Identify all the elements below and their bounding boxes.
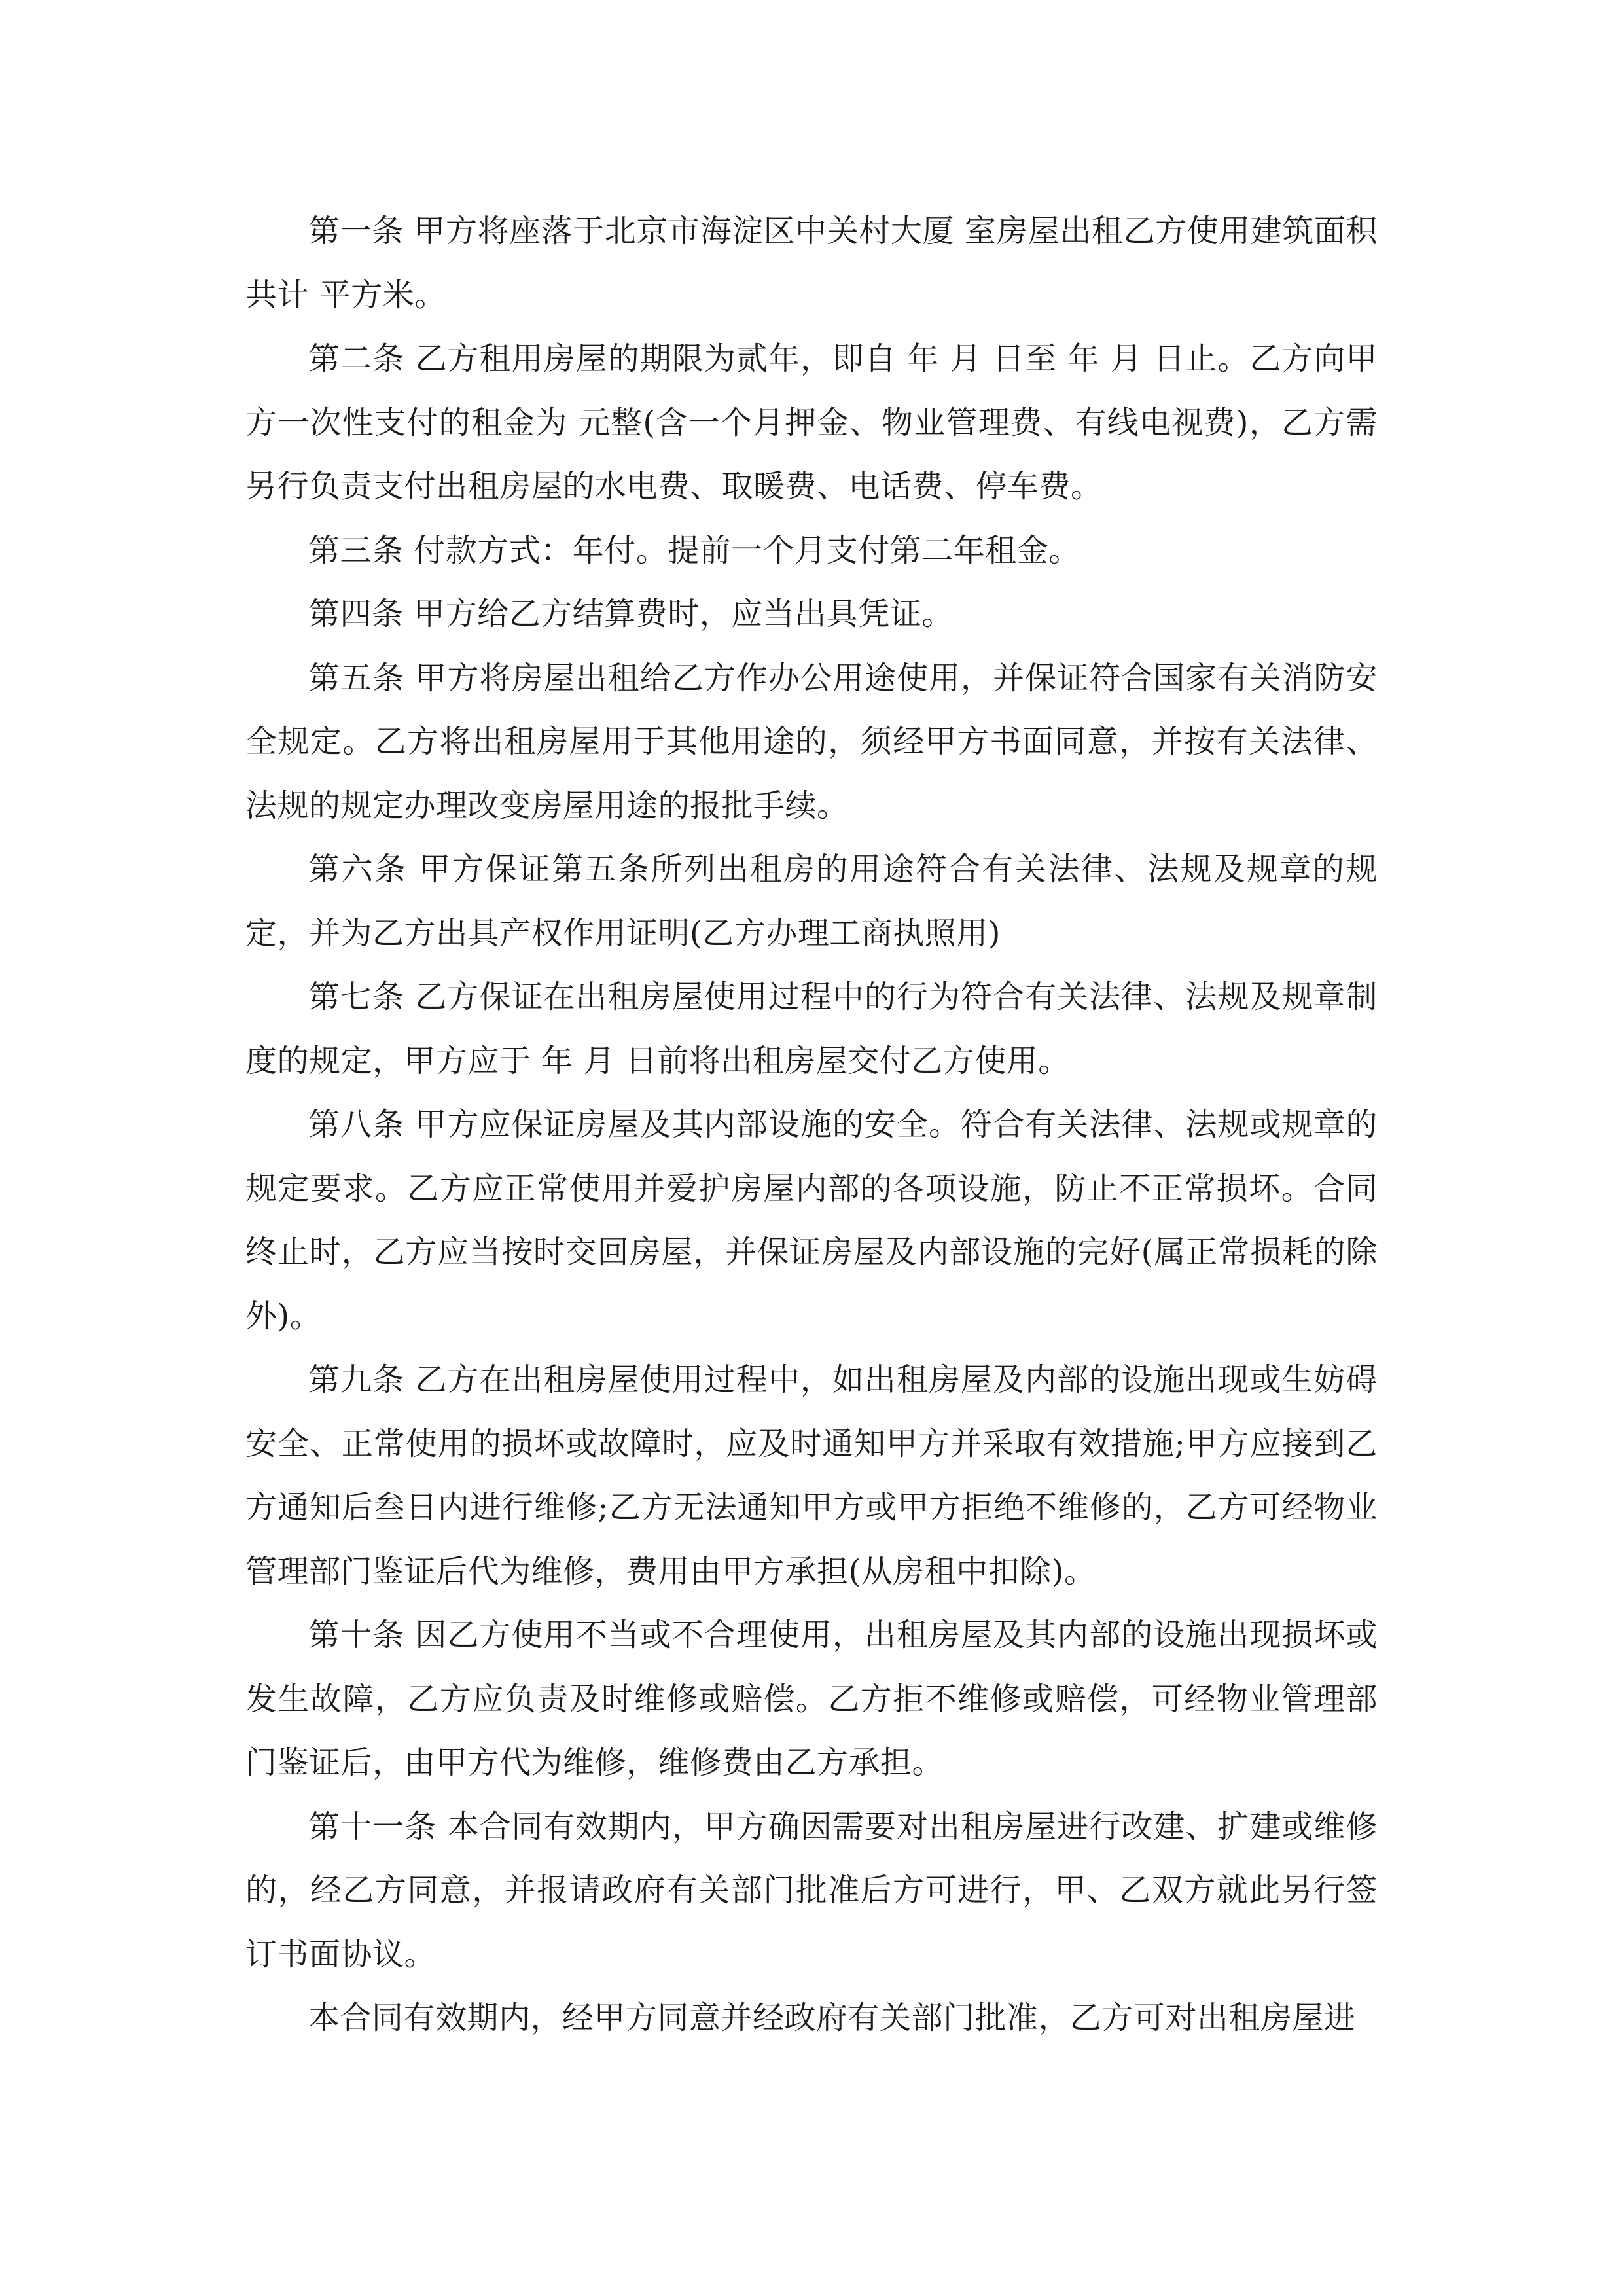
article-8: 第八条 甲方应保证房屋及其内部设施的安全。符合有关法律、法规或规章的规定要求。乙方应正常使用并爱护房屋内部的各项设施，防止不正常损坏。合同终止时，乙方应当按时交回房屋，并保证房屋及内部设施的完好(属正常损耗的除外)。 [245, 1106, 1378, 1335]
article-7: 第七条 乙方保证在出租房屋使用过程中的行为符合有关法律、法规及规章制度的规定，甲方应于 年 月 日前将出租房屋交付乙方使用。 [245, 978, 1378, 1079]
article-10: 第十条 因乙方使用不当或不合理使用，出租房屋及其内部的设施出现损坏或发生故障，乙方应负责及时维修或赔偿。乙方拒不维修或赔偿，可经物业管理部门鉴证后，由甲方代为维修，维修费由乙方承担。 [245, 1617, 1378, 1781]
article-11: 第十一条 本合同有效期内，甲方确因需要对出租房屋进行改建、扩建或维修的，经乙方同意，并报请政府有关部门批准后方可进行，甲、乙双方就此另行签订书面协议。 [245, 1808, 1378, 1973]
article-6: 第六条 甲方保证第五条所列出租房的用途符合有关法律、法规及规章的规定，并为乙方出具产权作用证明(乙方办理工商执照用) [245, 851, 1378, 952]
document-body [245, 200, 1378, 2051]
article-9: 第九条 乙方在出租房屋使用过程中，如出租房屋及内部的设施出现或生妨碍安全、正常使用的损坏或故障时，应及时通知甲方并采取有效措施;甲方应接到乙方通知后叁日内进行维修;乙方无法通知甲方或甲方拒绝不维修的，乙方可经物业管理部门鉴证后代为维修，费用由甲方承担(从房租中扣除)。 [245, 1361, 1378, 1590]
article-2: 第二条 乙方租用房屋的期限为贰年，即自 年 月 日至 年 月 日止。乙方向甲方一次性支付的租金为 元整(含一个月押金、物业管理费、有线电视费)，乙方需另行负责支付出租房屋的水电费、取暖费、电话费、停车费。 [245, 340, 1378, 505]
article-11-continuation: 本合同有效期内，经甲方同意并经政府有关部门批准，乙方可对出租房屋进 [308, 2000, 1356, 2036]
article-4: 第四条 甲方给乙方结算费时，应当出具凭证。 [308, 596, 954, 632]
article-5: 第五条 甲方将房屋出租给乙方作办公用途使用，并保证符合国家有关消防安全规定。乙方将出租房屋用于其他用途的，须经甲方书面同意，并按有关法律、法规的规定办理改变房屋用途的报批手续。 [245, 659, 1378, 824]
article-3: 第三条 付款方式：年付。提前一个月支付第二年租金。 [308, 531, 1080, 569]
article-1: 第一条 甲方将座落于北京市海淀区中关村大厦 室房屋出租乙方使用建筑面积共计 平方米。 [245, 213, 1378, 314]
